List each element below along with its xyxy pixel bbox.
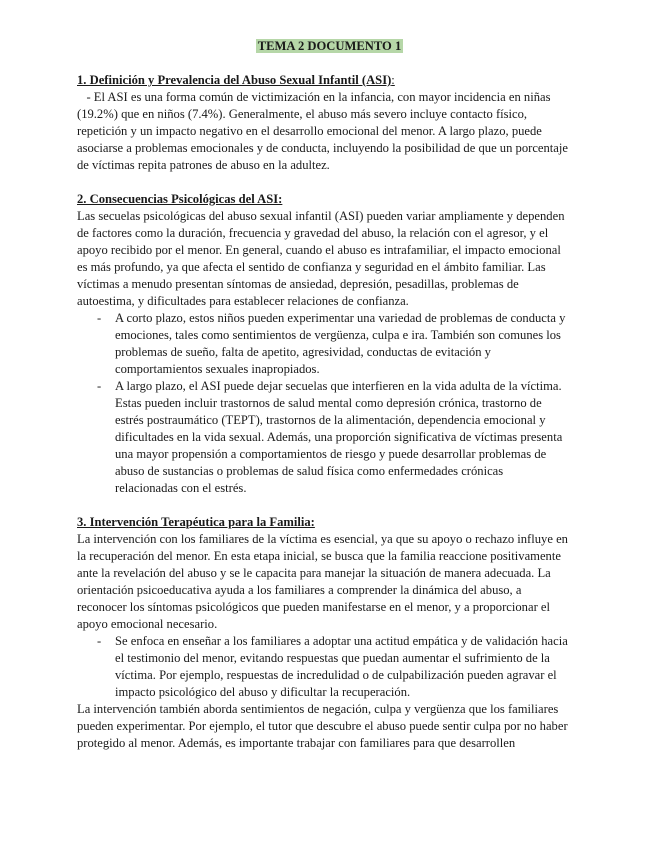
- document-title: [77, 38, 582, 55]
- text-line: relacionadas con el estrés.: [115, 481, 247, 495]
- text-line: La intervención también aborda sentimientos de negación, culpa y vergüenza que los familiares: [77, 702, 559, 716]
- spacer: [77, 174, 582, 191]
- bullet-marker: -: [97, 379, 102, 393]
- text-line: asociarse a problemas emocionales y de conducta, incluyendo la posibilidad de que un porcentaje: [77, 141, 568, 155]
- text-line: La intervención con los familiares de la víctima es esencial, ya que su apoyo o rechazo influye en: [77, 532, 568, 546]
- section-heading: [77, 514, 582, 531]
- section-heading-text: 1. Definición y Prevalencia del Abuso Sexual Infantil (ASI): [77, 73, 392, 87]
- text-line: pueden experimentar. Por ejemplo, el tutor que descubre el abuso puede sentir culpa por no haber: [77, 719, 568, 733]
- text-line: víctimas a menudo presentan síntomas de ansiedad, depresión, pesadillas, problemas de: [77, 277, 519, 291]
- text-line: ante la revelación del abuso y se le capacita para manejar la situación de manera adecuada. La: [77, 566, 551, 580]
- bullet-item: [77, 310, 582, 378]
- paragraph: [77, 89, 582, 174]
- text-line: apoyo emocional necesario.: [77, 617, 218, 631]
- text-line: Estas pueden incluir trastornos de salud mental como depresión crónica, trastorno de: [115, 396, 542, 410]
- document-title-text: TEMA 2 DOCUMENTO 1: [257, 39, 402, 53]
- bullet-marker: -: [97, 634, 102, 648]
- text-line: es más profundo, ya que afecta el sentido de confianza y seguridad en el ámbito familiar. Las: [77, 260, 546, 274]
- text-line: orientación psicoeducativa ayuda a los familiares a comprender la dinámica del abuso, a: [77, 583, 522, 597]
- text-line: Las secuelas psicológicas del abuso sexual infantil (ASI) pueden variar ampliamente y dependen: [77, 209, 565, 223]
- paragraph: [77, 531, 582, 633]
- text-line: protegido al menor. Además, es importante trabajar con familiares para que desarrollen: [77, 736, 516, 750]
- text-line: abuso de sustancias o problemas de salud física como enfermedades crónicas: [115, 464, 504, 478]
- text-line: víctima. Por ejemplo, respuestas de incredulidad o de culpabilización pueden agravar el: [115, 668, 557, 682]
- document-body: [77, 55, 582, 752]
- section-heading-text: 2. Consecuencias Psicológicas del ASI:: [77, 192, 283, 206]
- bullet-marker: -: [97, 311, 102, 325]
- text-line: de factores como la duración, frecuencia y gravedad del abuso, la relación con el agresor, y el: [77, 226, 549, 240]
- text-line: problemas de sueño, falta de apetito, agresividad, conductas de evitación y: [115, 345, 491, 359]
- section-heading-text: 3. Intervención Terapéutica para la Familia:: [77, 515, 315, 529]
- paragraph: [77, 208, 582, 310]
- section-heading-tail: :: [391, 73, 395, 87]
- text-line: dificultades en la vida sexual. Además, una proporción significativa de víctimas presenta: [115, 430, 563, 444]
- text-line: la recuperación del menor. En esta etapa inicial, se busca que la familia reaccione positivamente: [77, 549, 561, 563]
- text-line: A corto plazo, estos niños pueden experimentar una variedad de problemas de conducta y: [115, 311, 566, 325]
- text-line: Se enfoca en enseñar a los familiares a adoptar una actitud empática y de validación hacia: [115, 634, 568, 648]
- text-line: (19.2%) que en niños (7.4%). Generalmente, el abuso más severo incluye contacto físico,: [77, 107, 528, 121]
- spacer: [77, 55, 582, 72]
- text-line: A largo plazo, el ASI puede dejar secuelas que interfieren en la vida adulta de la víctima.: [115, 379, 562, 393]
- text-line: una mayor propensión a comportamientos de riesgo y puede desarrollar problemas de: [115, 447, 547, 461]
- section-heading: [77, 191, 582, 208]
- spacer: [77, 497, 582, 514]
- bullet-item: [77, 633, 582, 701]
- document-page: [77, 38, 582, 752]
- text-line: impacto psicológico del abuso y dificultar la recuperación.: [115, 685, 411, 699]
- paragraph: [77, 701, 582, 752]
- bullet-item: [77, 378, 582, 497]
- text-line: el testimonio del menor, evitando respuestas que puedan aumentar el sufrimiento de la: [115, 651, 550, 665]
- text-line: emociones, tales como sentimientos de vergüenza, culpa e ira. También son comunes los: [115, 328, 561, 342]
- text-line: de víctimas repita patrones de abuso en la adultez.: [77, 158, 330, 172]
- text-line: comportamientos sexuales inapropiados.: [115, 362, 320, 376]
- section-heading: [77, 72, 582, 89]
- text-line: reconocer los síntomas psicológicos que pueden manifestarse en el menor, y a proporcionar el: [77, 600, 551, 614]
- text-line: repetición y un impacto negativo en el desarrollo emocional del menor. A largo plazo, puede: [77, 124, 542, 138]
- text-line: autoestima, y dificultades para establecer relaciones de confianza.: [77, 294, 409, 308]
- text-line: estrés postraumático (TEPT), trastornos de la alimentación, dependencia emocional y: [115, 413, 546, 427]
- text-line: - El ASI es una forma común de victimización en la infancia, con mayor incidencia en niñas: [77, 90, 551, 104]
- text-line: apoyo recibido por el menor. En general, cuando el abuso es intrafamiliar, el impacto emocional: [77, 243, 561, 257]
